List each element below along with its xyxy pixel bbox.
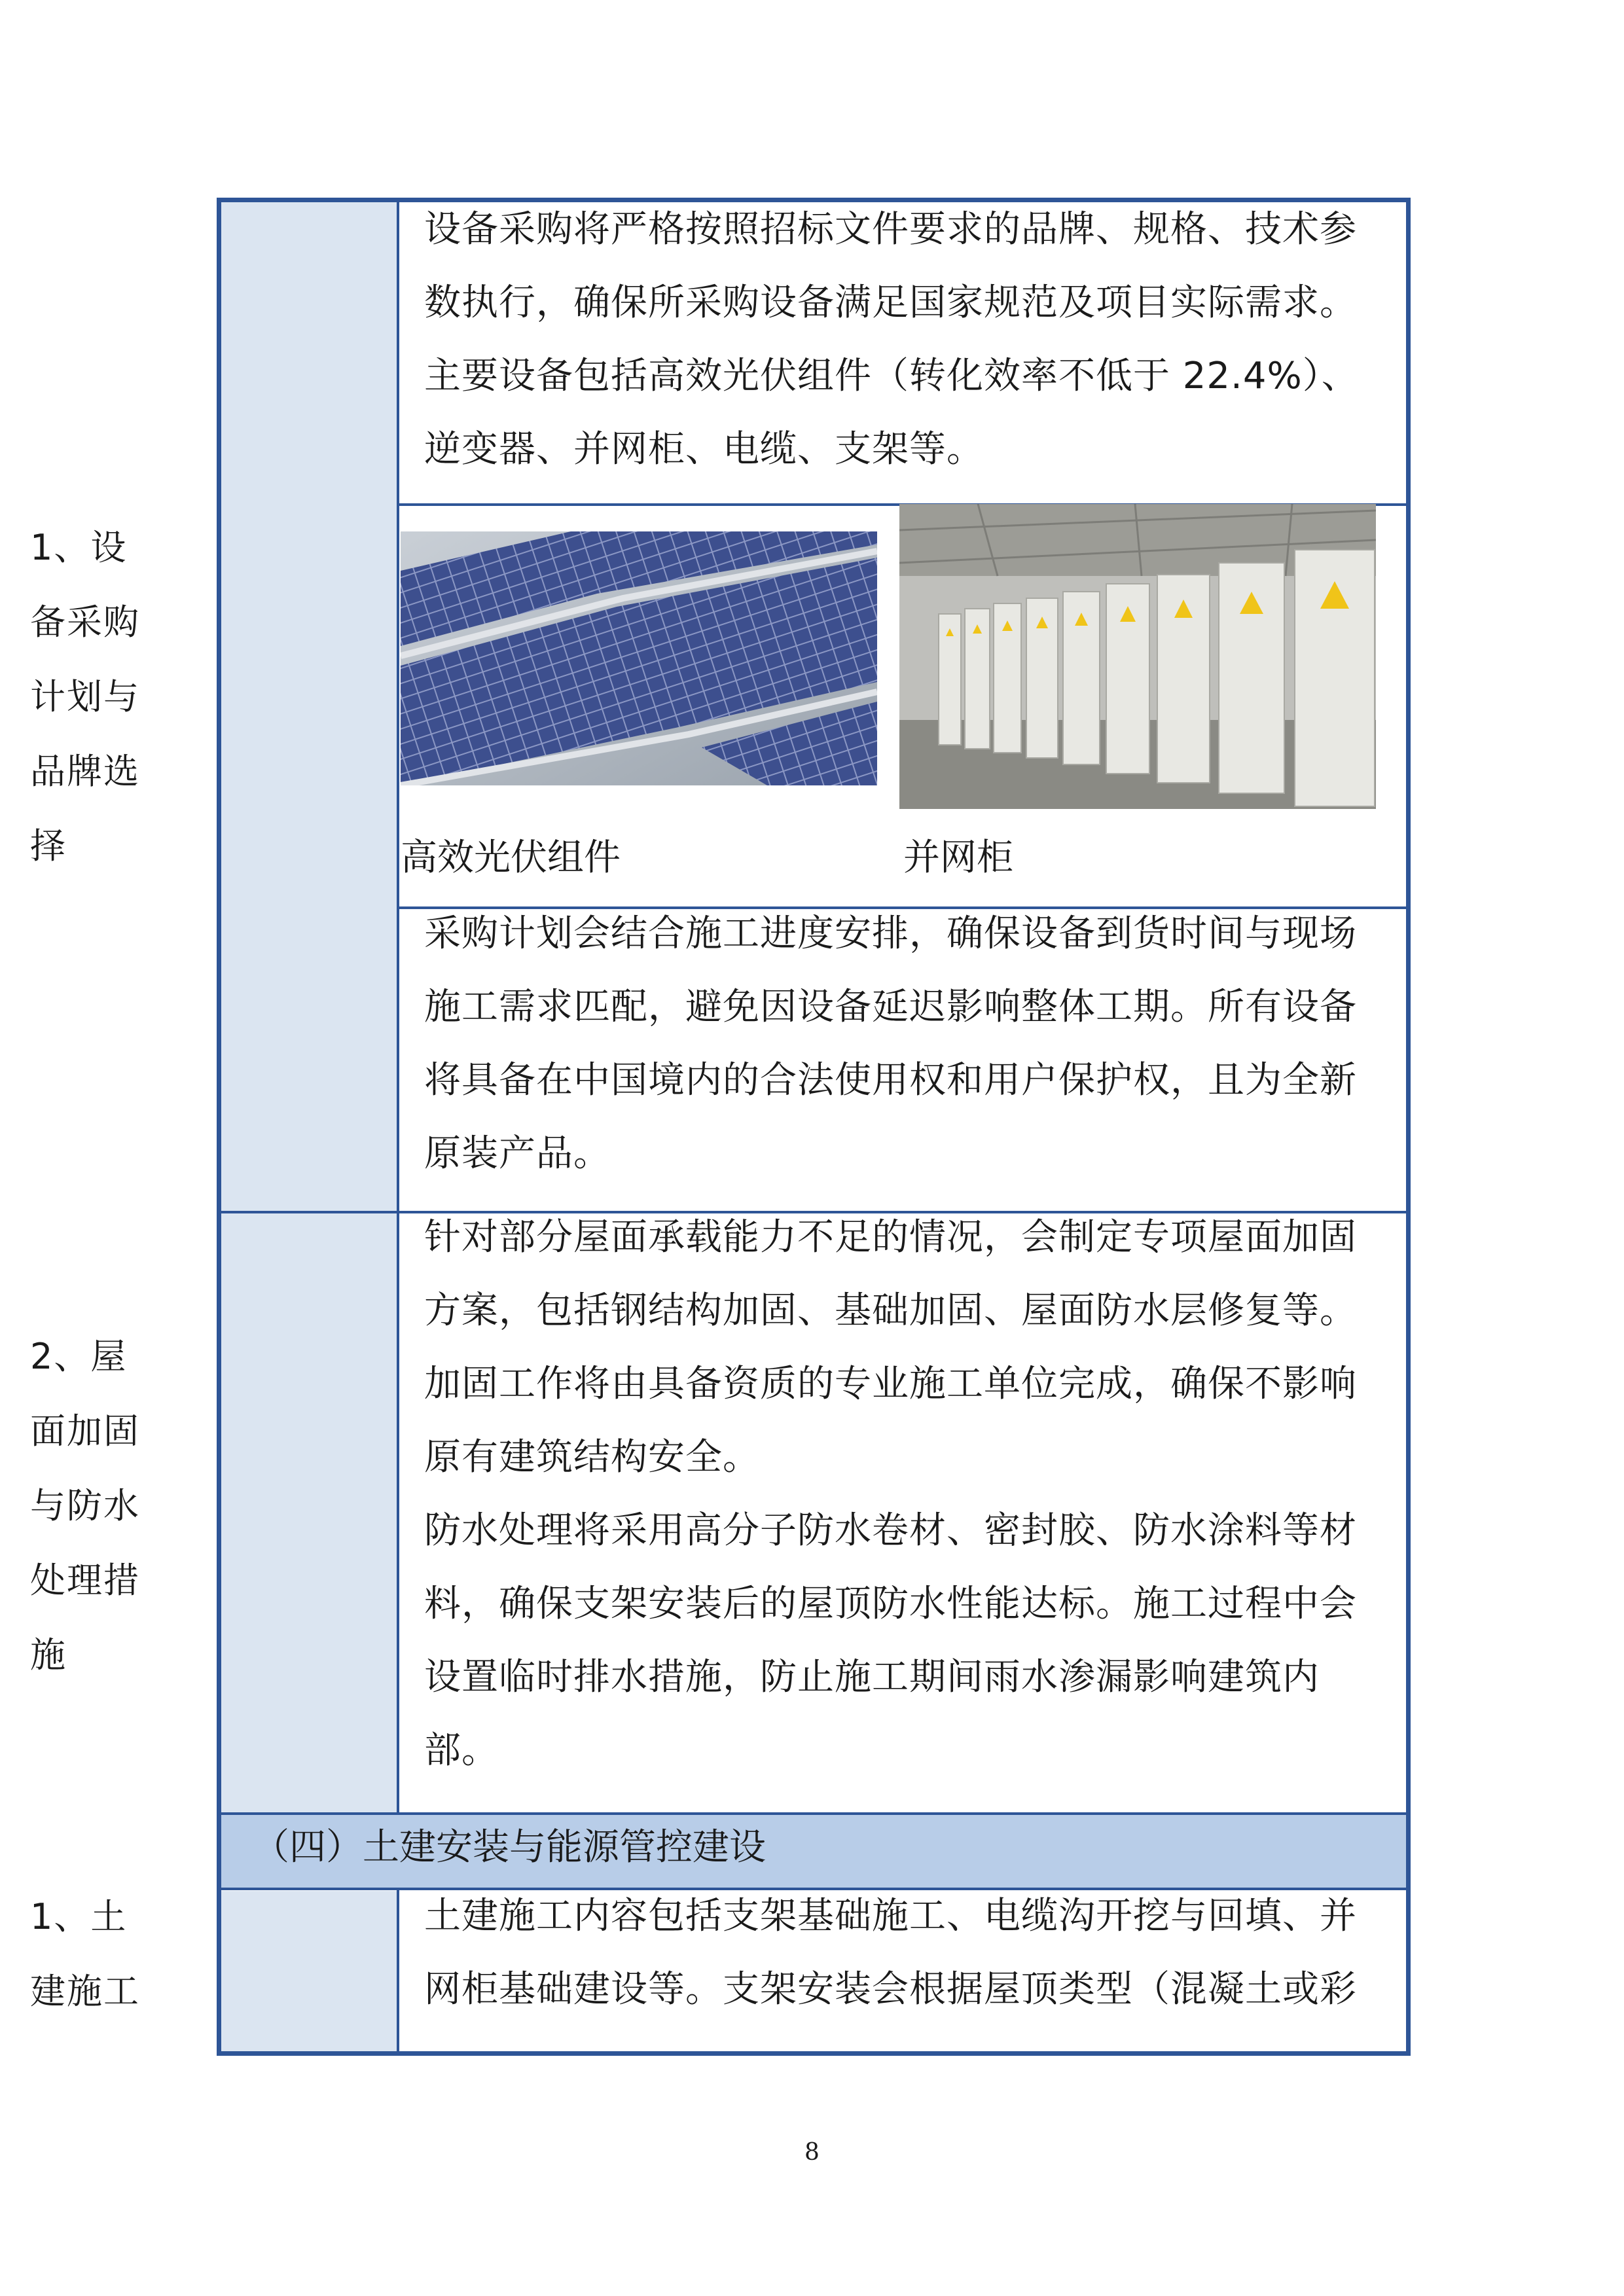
procurement-plan-paragraph: 采购计划会结合施工进度安排，确保设备到货时间与现场 施工需求匹配，避免因设备延迟影响整体工期。所有设备 将具备在中国境内的合法使用权和用户保护权，且为全新 原装产品。 <box>424 912 1357 1175</box>
column-divider-row3 <box>397 1889 399 2051</box>
column-divider <box>397 202 399 1814</box>
caption-grid-cabinet: 并网柜 <box>903 836 1013 879</box>
row-divider <box>221 1812 1406 1815</box>
section-heading: （四）土建安装与能源管控建设 <box>253 1826 766 1869</box>
equipment-spec-paragraph: 设备采购将严格按照招标文件要求的品牌、规格、技术参 数执行，确保所采购设备满足国家规范及项目实际需求。 主要设备包括高效光伏组件（转化效率不低于 22.4%）、 逆变器、并网柜、电缆、支架等。 <box>424 208 1359 471</box>
caption-solar-module: 高效光伏组件 <box>401 836 621 879</box>
grid-cabinet-photo <box>899 504 1376 809</box>
row-label-equipment-procurement: 1、设 备采购 计划与 品牌选 择 <box>30 527 140 867</box>
row-label-roof-reinforcement: 2、屋 面加固 与防水 处理措 施 <box>30 1336 140 1676</box>
roof-reinforcement-paragraph: 针对部分屋面承载能力不足的情况，会制定专项屋面加固 方案，包括钢结构加固、基础加固、屋面防水层修复等。 加固工作将由具备资质的专业施工单位完成，确保不影响 原有建筑结构安全。 防水处理将采用高分子防水卷材、密封胶、防水涂料等材 料，确保支架安装后的屋顶防水性能达标。施工过程中会 设置临时排水措施，防止施工期间雨水渗漏影响建筑内 部。 <box>424 1216 1357 1772</box>
solar-panel-photo <box>401 531 877 785</box>
civil-construction-paragraph: 土建施工内容包括支架基础施工、电缆沟开挖与回填、并 网柜基础建设等。支架安装会根据屋顶类型（混凝土或彩 <box>424 1895 1357 2011</box>
page-number: 8 <box>804 2139 820 2166</box>
row-label-civil-construction: 1、土 建施工 <box>30 1896 140 2012</box>
